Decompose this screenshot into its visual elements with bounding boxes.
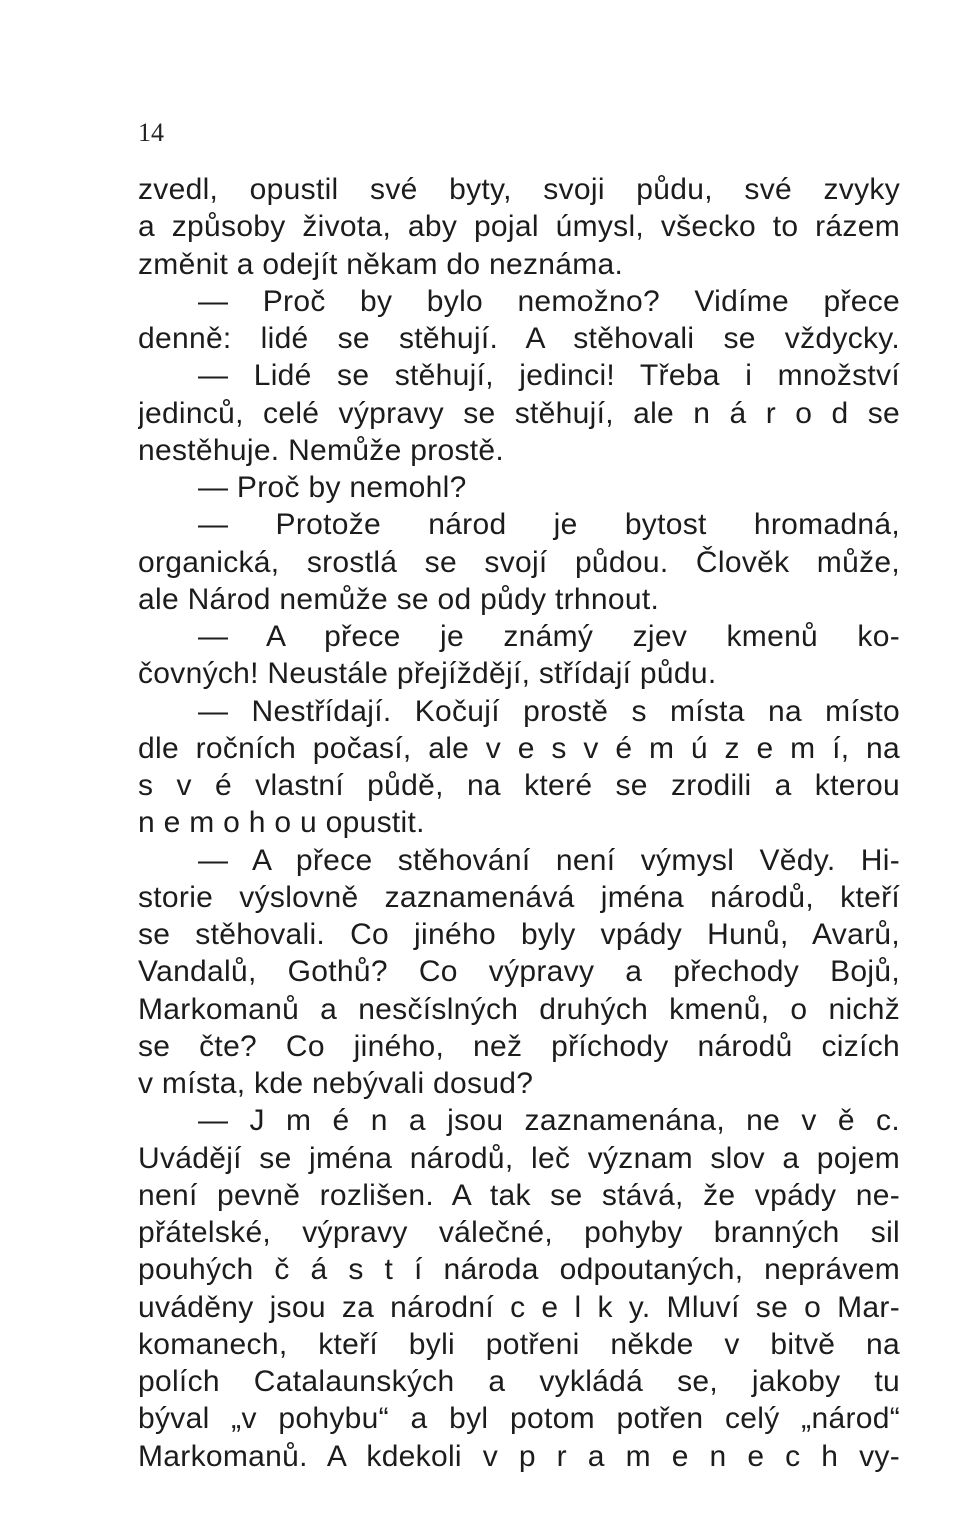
text-line: organická, srostlá se svojí půdou. Člověk může, — [138, 545, 900, 579]
text-line: ale Národ nemůže se od půdy trhnout. — [138, 582, 660, 616]
text-line: nestěhuje. Nemůže prostě. — [138, 433, 505, 467]
text-line: jedinců, celé výpravy se stěhují, ale n á r o d se — [138, 396, 900, 430]
text-line: — Proč by nemohl? — [198, 471, 467, 504]
text-line: není pevně rozlišen. A tak se stává, že vpády ne- — [138, 1178, 900, 1212]
text-line: přátelské, výpravy válečné, pohyby branných sil — [138, 1216, 900, 1249]
text-line: komanech, kteří byli potřeni někde v bitvě na — [138, 1327, 900, 1361]
text-line: zvedl, opustil své byty, svoji půdu, své zvyky — [138, 173, 900, 206]
body-text — [138, 171, 900, 1475]
text-line: pouhých č á s t í národa odpoutaných, neprávem — [138, 1253, 900, 1287]
text-line: — A přece stěhování není výmysl Vědy. Hi- — [198, 843, 900, 877]
text-line: v místa, kde nebývali dosud? — [138, 1067, 534, 1100]
text-line: Markomanů. A kdekoli v p r a m e n e c h vy- — [138, 1439, 900, 1473]
page-number: 14 — [138, 118, 164, 147]
text-line: Uvádějí se jména národů, leč význam slov a pojem — [138, 1141, 900, 1175]
text-line: polích Catalaunských a vykládá se, jakoby tu — [138, 1365, 900, 1398]
text-line: dle ročních počasí, ale v e s v é m ú z e m í, na — [138, 731, 900, 765]
text-line: — J m é n a jsou zaznamenána, ne v ě c. — [198, 1104, 900, 1138]
text-line: čovných! Neustále přejíždějí, střídají půdu. — [138, 657, 717, 691]
text-line: se čte? Co jiného, než příchody národů cizích — [138, 1029, 900, 1063]
text-line: — Protože národ je bytost hromadná, — [198, 508, 900, 542]
text-line: změnit a odejít někam do neznáma. — [138, 247, 624, 281]
text-line: Vandalů, Gothů? Co výpravy a přechody Bojů, — [138, 955, 900, 989]
text-line: se stěhovali. Co jiného byly vpády Hunů, Avarů, — [138, 918, 900, 951]
text-line: s v é vlastní půdě, na které se zrodili a kterou — [138, 769, 900, 802]
text-line: n e m o h o u opustit. — [138, 806, 425, 840]
text-line: — Proč by bylo nemožno? Vidíme přece — [198, 284, 900, 318]
text-line: denně: lidé se stěhují. A stěhovali se vždycky. — [138, 322, 900, 355]
text-line: — Lidé se stěhují, jedinci! Třeba i množství — [198, 359, 900, 393]
text-line: — Nestřídají. Kočují prostě s místa na místo — [198, 694, 900, 728]
text-line: uváděny jsou za národní c e l k y. Mluví se o Mar- — [138, 1290, 900, 1324]
text-line: storie výslovně zaznamenává jména národů, kteří — [138, 880, 900, 914]
text-line: a způsoby života, aby pojal úmysl, všecko to rázem — [138, 210, 900, 244]
text-line: býval „v pohybu“ a byl potom potřen celý „národ“ — [138, 1402, 900, 1436]
text-line: Markomanů a nesčíslných druhých kmenů, o nichž — [138, 992, 900, 1026]
text-line: — A přece je známý zjev kmenů ko- — [198, 620, 900, 653]
